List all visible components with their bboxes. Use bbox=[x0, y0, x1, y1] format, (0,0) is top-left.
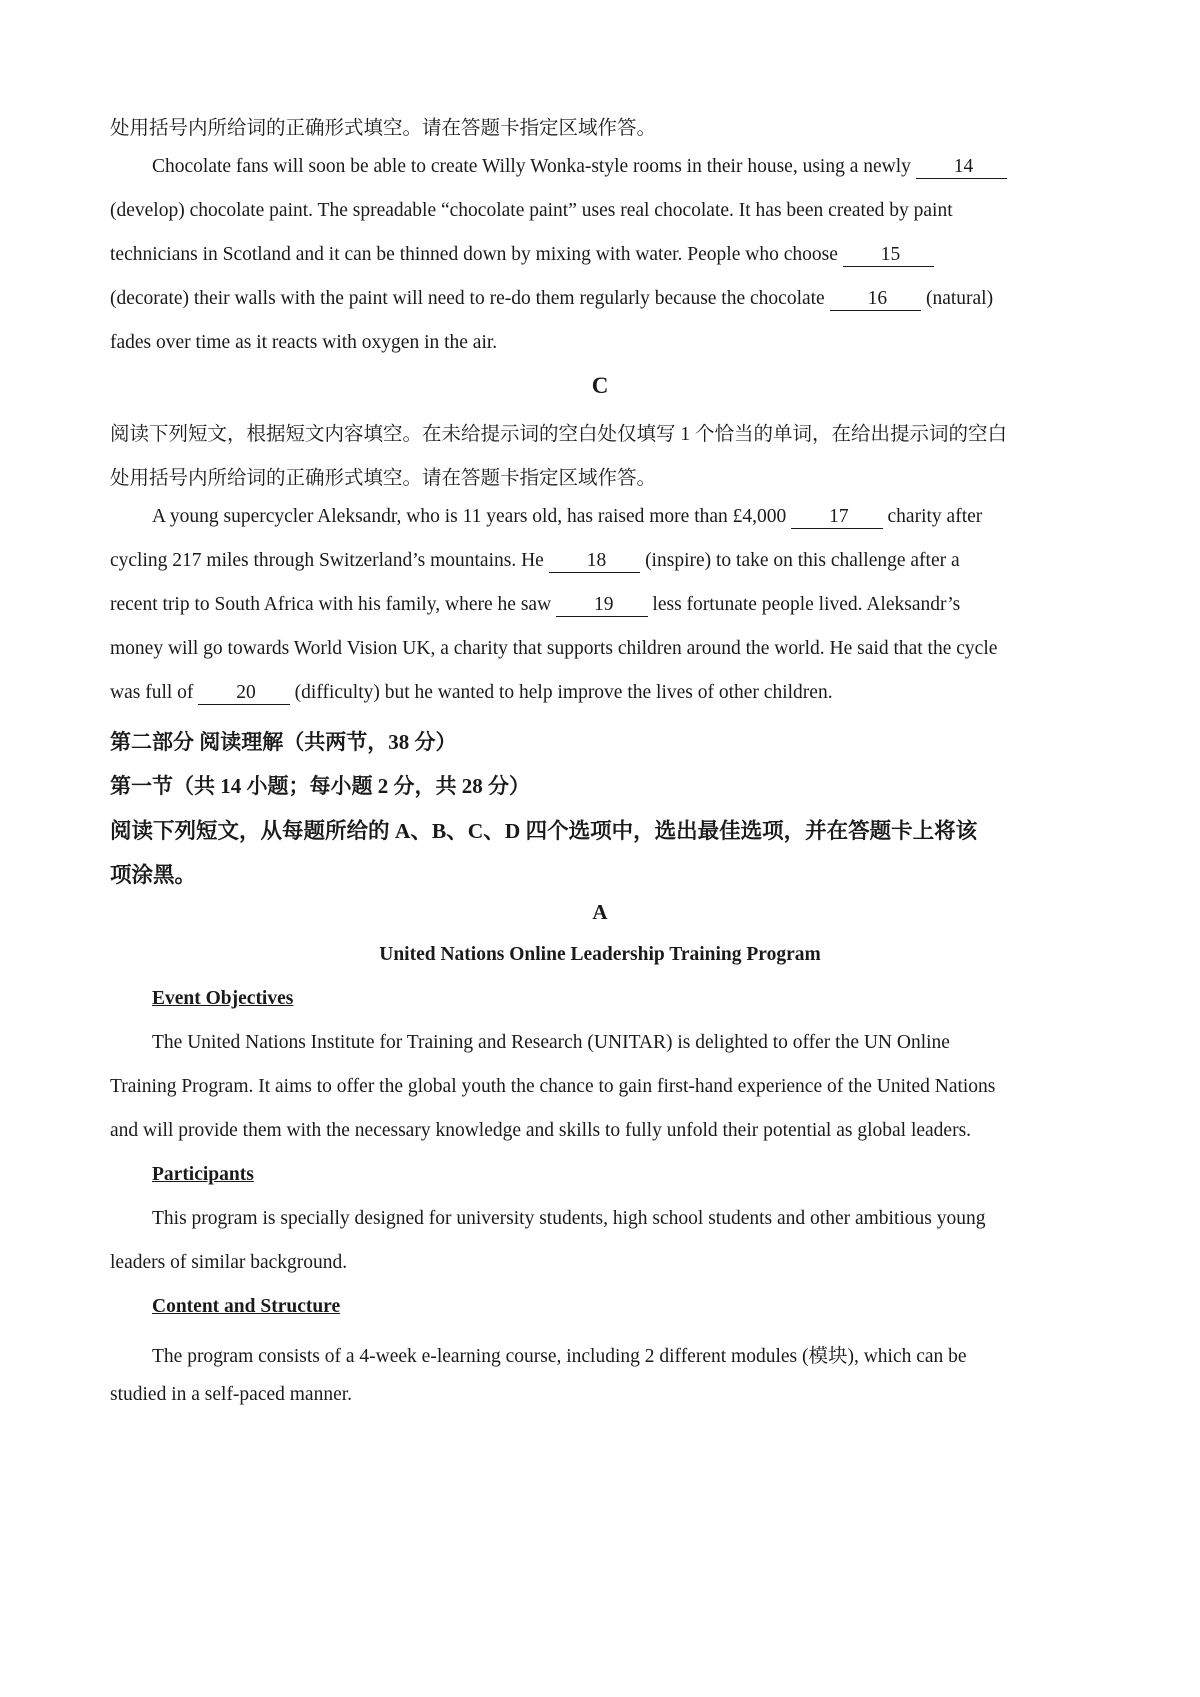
blank-14: 14 bbox=[916, 156, 1008, 179]
part-two-instruction: 阅读下列短文，从每题所给的 A、B、C、D 四个选项中，选出最佳选项，并在答题卡上将该 bbox=[110, 819, 978, 843]
blank-19: 19 bbox=[556, 594, 648, 617]
passage-line: Training Program. It aims to offer the global youth the chance to gain first-hand experience of the United Nations bbox=[110, 1076, 996, 1097]
blank-18: 18 bbox=[549, 550, 641, 573]
instruction-line: 处用括号内所给词的正确形式填空。请在答题卡指定区域作答。 bbox=[110, 468, 657, 489]
passage-line: (decorate) their walls with the paint will need to re-do them regularly because the chocolate 16 (natural) bbox=[110, 288, 993, 311]
subheading-event-objectives: Event Objectives bbox=[152, 988, 294, 1009]
instruction-line: 阅读下列短文，根据短文内容填空。在未给提示词的空白处仅填写 1 个恰当的单词，在给出提示词的空白 bbox=[110, 424, 1008, 445]
instruction-line: 处用括号内所给词的正确形式填空。请在答题卡指定区域作答。 bbox=[110, 118, 657, 139]
passage-line: recent trip to South Africa with his family, where he saw 19 less fortunate people lived. Aleksandr’s bbox=[110, 594, 960, 617]
section-c-heading: C bbox=[591, 373, 609, 398]
passage-line: was full of 20 (difficulty) but he wanted to help improve the lives of other children. bbox=[110, 682, 833, 705]
passage-line: A young supercycler Aleksandr, who is 11 years old, has raised more than £4,000 17 charity after bbox=[152, 506, 982, 529]
blank-15: 15 bbox=[843, 244, 935, 267]
passage-a-title: United Nations Online Leadership Training Program bbox=[379, 944, 821, 965]
part-two-title: 第二部分 阅读理解（共两节，38 分） bbox=[110, 730, 457, 754]
passage-line: The United Nations Institute for Training and Research (UNITAR) is delighted to offer the UN Online bbox=[152, 1032, 950, 1053]
section-one-title: 第一节（共 14 小题；每小题 2 分，共 28 分） bbox=[110, 774, 530, 798]
passage-line: This program is specially designed for university students, high school students and other ambitious young bbox=[152, 1208, 986, 1229]
passage-a-heading: A bbox=[592, 900, 608, 924]
passage-line: and will provide them with the necessary knowledge and skills to fully unfold their potential as global leaders. bbox=[110, 1120, 972, 1141]
passage-line: technicians in Scotland and it can be thinned down by mixing with water. People who choose 15 bbox=[110, 244, 934, 267]
blank-20: 20 bbox=[198, 682, 290, 705]
passage-line: Chocolate fans will soon be able to create Willy Wonka-style rooms in their house, using a newly 14 bbox=[152, 156, 1007, 179]
blank-16: 16 bbox=[830, 288, 922, 311]
subheading-content-structure: Content and Structure bbox=[152, 1296, 341, 1317]
passage-line: cycling 217 miles through Switzerland’s mountains. He 18 (inspire) to take on this challenge after a bbox=[110, 550, 960, 573]
passage-line: fades over time as it reacts with oxygen in the air. bbox=[110, 332, 498, 353]
passage-line: studied in a self-paced manner. bbox=[110, 1384, 353, 1405]
subheading-participants: Participants bbox=[152, 1164, 254, 1185]
passage-line: money will go towards World Vision UK, a charity that supports children around the world. He said that the cycle bbox=[110, 638, 998, 659]
blank-17: 17 bbox=[791, 506, 883, 529]
passage-line: (develop) chocolate paint. The spreadable “chocolate paint” uses real chocolate. It has been created by paint bbox=[110, 200, 953, 221]
passage-line: leaders of similar background. bbox=[110, 1252, 348, 1273]
passage-line: The program consists of a 4-week e-learning course, including 2 different modules (模块), which can be bbox=[152, 1346, 967, 1367]
part-two-instruction: 项涂黑。 bbox=[110, 863, 197, 887]
